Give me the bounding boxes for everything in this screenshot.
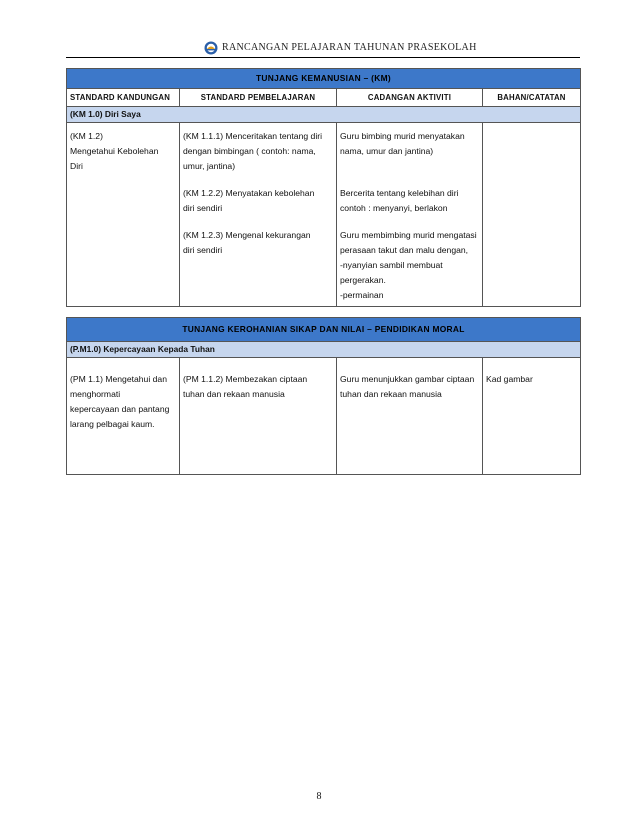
text-line: -permainan (340, 290, 384, 300)
pm-pembelajaran-cell (180, 358, 337, 475)
page-number: 8 (316, 791, 322, 802)
col-standard-pembelajaran: STANDARD PEMBELAJARAN (180, 89, 337, 107)
text-line: kepercayaan dan pantang (70, 404, 170, 414)
document-title: RANCANGAN PELAJARAN TAHUNAN PRASEKOLAH (222, 42, 477, 53)
col-cadangan-aktiviti: CADANGAN AKTIVITI (337, 89, 483, 107)
text-line: (PM 1.1.2) Membezakan ciptaan (183, 374, 308, 384)
text-line: pergerakan. (340, 275, 386, 285)
km-pembelajaran-cell (180, 123, 337, 307)
table-row (67, 358, 581, 475)
col-standard-kandungan: STANDARD KANDUNGAN (67, 89, 180, 107)
text-line: (PM 1.1) Mengetahui dan (70, 374, 167, 384)
text-line: (KM 1.2) (70, 131, 103, 141)
text-line: (KM 1.1.1) Menceritakan tentang diri (183, 131, 322, 141)
km-section-title: (KM 1.0) Diri Saya (67, 107, 581, 123)
table-row (67, 123, 581, 307)
km-band-title: TUNJANG KEMANUSIAN – (KM) (67, 69, 581, 89)
text-line: menghormati (70, 389, 121, 399)
text-line: umur, jantina) (183, 161, 236, 171)
text-line: (KM 1.2.3) Mengenal kekurangan (183, 230, 311, 240)
header-rule (66, 57, 580, 58)
text-line: Guru menunjukkan gambar ciptaan (340, 374, 475, 384)
school-logo-icon (204, 41, 218, 55)
text-line: tuhan dan rekaan manusia (183, 389, 285, 399)
page-header (0, 41, 638, 57)
km-kandungan-cell (67, 123, 180, 307)
text-line: Guru membimbing murid mengatasi (340, 230, 477, 240)
text-line: tuhan dan rekaan manusia (340, 389, 442, 399)
text-line: Bercerita tentang kelebihan diri (340, 188, 459, 198)
text-line: diri sendiri (183, 245, 223, 255)
km-bahan-cell (483, 123, 581, 307)
text-line: Diri (70, 161, 83, 171)
text-line: diri sendiri (183, 203, 223, 213)
col-bahan-catatan: BAHAN/CATATAN (483, 89, 581, 107)
text-line: larang pelbagai kaum. (70, 419, 155, 429)
text-line: contoh : menyanyi, berlakon (340, 203, 448, 213)
text-line: -nyanyian sambil membuat (340, 260, 443, 270)
pm-bahan-cell: Kad gambar (483, 358, 581, 475)
pm-band-title: TUNJANG KEROHANIAN SIKAP DAN NILAI – PENDIDIKAN MORAL (67, 318, 581, 342)
km-table (66, 68, 581, 307)
pm-table (66, 317, 581, 475)
text-line: dengan bimbingan ( contoh: nama, (183, 146, 316, 156)
text-line: nama, umur dan jantina) (340, 146, 434, 156)
text-line: perasaan takut dan malu dengan, (340, 245, 469, 255)
column-headers (67, 89, 581, 107)
pm-kandungan-cell (67, 358, 180, 475)
text-line: Mengetahui Kebolehan (70, 146, 159, 156)
pm-section-title: (P.M1.0) Kepercayaan Kepada Tuhan (67, 342, 581, 358)
pm-aktiviti-cell (337, 358, 483, 475)
km-aktiviti-cell (337, 123, 483, 307)
text-line: Guru bimbing murid menyatakan (340, 131, 465, 141)
text-line: (KM 1.2.2) Menyatakan kebolehan (183, 188, 315, 198)
